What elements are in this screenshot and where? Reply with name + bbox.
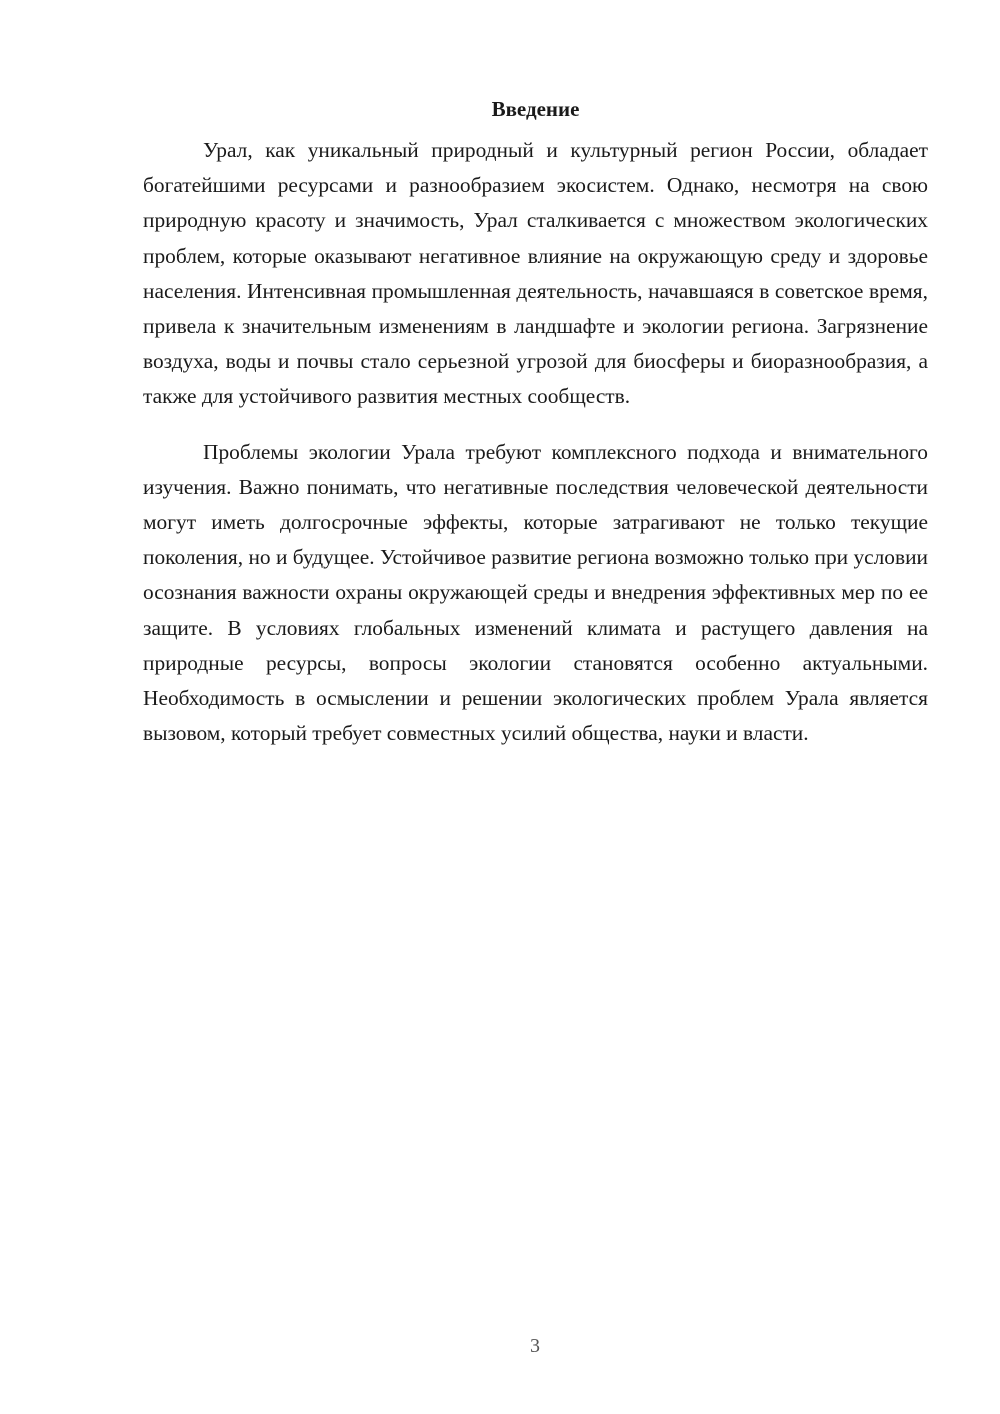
paragraph-1: Урал, как уникальный природный и культурный регион России, обладает богатейшими ресурсами и разнообразием экосистем. Однако, несмотря на свою природную красоту и значимость, Урал сталкивается с множеством экологических проблем, которые оказывают негативное влияние на окружающую среду и здоровье населения. Интенсивная промышленная деятельность, начавшаяся в советское время, привела к значительным изменениям в ландшафте и экологии региона. Загрязнение воздуха, воды и почвы стало серьезной угрозой для биосферы и биоразнообразия, а также для устойчивого развития местных сообществ. [143, 138, 928, 409]
page-number: 3 [530, 1335, 540, 1357]
paragraph-2: Проблемы экологии Урала требуют комплексного подхода и внимательного изучения. Важно понимать, что негативные последствия человеческой деятельности могут иметь долгосрочные эффекты, которые затрагивают не только текущие поколения, но и будущее. Устойчивое развитие региона возможно только при условии осознания важности охраны окружающей среды и внедрения эффективных мер по ее защите. В условиях глобальных изменений климата и растущего давления на природные ресурсы, вопросы экологии становятся особенно актуальными. Необходимость в осмыслении и решении экологических проблем Урала является вызовом, который требует совместных усилий общества, науки и власти. [143, 439, 928, 746]
document-body [143, 94, 928, 751]
section-heading: Введение [491, 97, 580, 121]
